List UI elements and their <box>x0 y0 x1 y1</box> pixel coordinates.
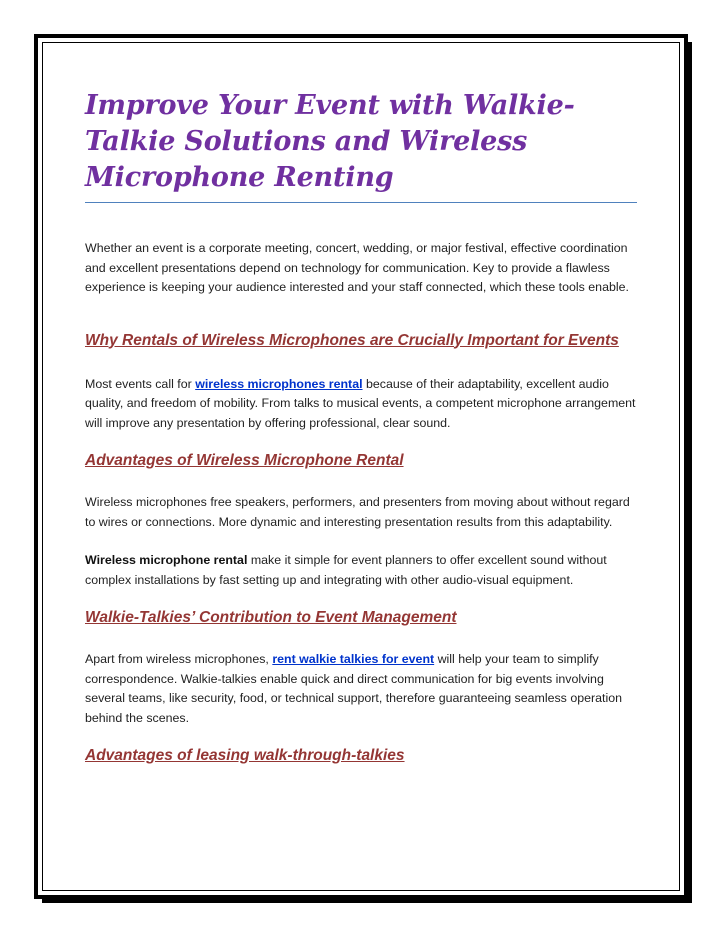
paragraph-advantages-1: Wireless microphones free speakers, performers, and presenters from moving about without regard to wires or connections. More dynamic and interesting presentation results from this adaptability. <box>85 495 630 529</box>
text-segment: Apart from wireless microphones, <box>85 652 273 666</box>
heading-why-rentals: Why Rentals of Wireless Microphones are Crucially Important for Events <box>85 331 619 349</box>
link-rent-walkie-talkies[interactable]: rent walkie talkies for event <box>272 652 435 666</box>
text-segment: will help your team to simplify correspondence. Walkie-talkies enable quick and direct communication for big events involving several teams, like security, food, or technical support, therefore guaranteeing seamless operation behind the scenes. <box>85 652 622 725</box>
intro-paragraph: Whether an event is a corporate meeting, concert, wedding, or major festival, effective coordination and excellent presentations depend on technology for communication. Key to provide a flawless experience is keeping your audience interested and your staff connected, which these tools enable. <box>85 241 629 294</box>
paragraph-advantages-2 <box>85 551 637 590</box>
bold-wireless-microphone-rental: Wireless microphone rental <box>85 553 248 567</box>
text-segment: Most events call for <box>85 376 196 391</box>
text-segment: make it simple for event planners to offer excellent sound without complex installations by fast setting up and integrating with other audio-visual equipment. <box>85 553 607 587</box>
paragraph-why-rentals <box>85 375 637 434</box>
document-title: Improve Your Event with Walkie-Talkie Solutions and Wireless Microphone Renting <box>85 88 637 203</box>
link-wireless-microphones-rental[interactable]: wireless microphones rental <box>195 376 363 391</box>
paragraph-walkie-talkies <box>85 650 637 728</box>
document-content <box>85 88 637 767</box>
text-segment: because of their adaptability, excellent audio quality, and freedom of mobility. From talks to musical events, a competent microphone arrangement will improve any presentation by offering professional, clear sound. <box>85 376 636 430</box>
heading-advantages-wireless: Advantages of Wireless Microphone Rental <box>85 452 404 469</box>
heading-walkie-talkies: Walkie-Talkies’ Contribution to Event Management <box>85 609 457 626</box>
heading-advantages-leasing: Advantages of leasing walk-through-talkies <box>85 747 405 764</box>
